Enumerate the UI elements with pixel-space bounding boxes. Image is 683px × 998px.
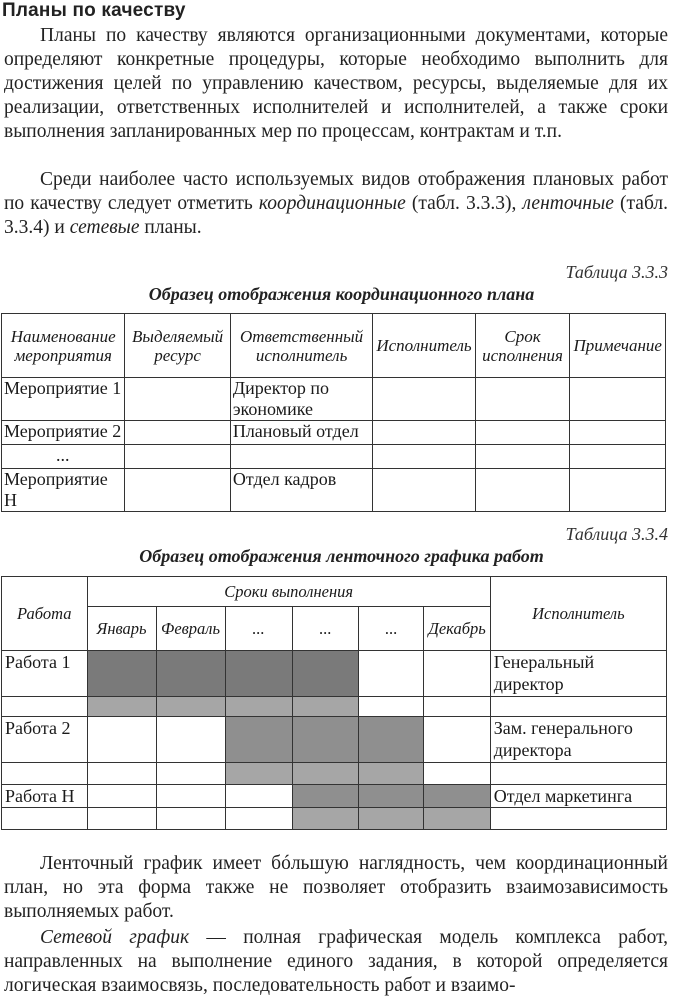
gantt-bar-cell (87, 651, 156, 697)
header-cell: Работа (2, 577, 88, 651)
gantt-bar-cell (359, 717, 424, 763)
gantt-bar-cell (359, 808, 424, 830)
paragraph-network-chart (4, 926, 668, 998)
table-cell (475, 445, 570, 469)
table-cell (125, 445, 230, 469)
gantt-cell (424, 717, 490, 763)
term-network: сетевые (69, 217, 140, 238)
gantt-cell (87, 785, 156, 808)
gantt-bar-cell (156, 697, 225, 717)
table-cell: Мероприятие 2 (2, 421, 125, 445)
paragraph-plan-types (4, 168, 668, 240)
gantt-bar-cell (292, 697, 359, 717)
header-cell: Ответственный исполнитель (230, 314, 373, 378)
gantt-bar-cell (87, 697, 156, 717)
term-strip: ленточные (522, 193, 614, 214)
month-cell: Февраль (156, 607, 225, 651)
table-cell (125, 421, 230, 445)
month-cell: Декабрь (424, 607, 490, 651)
month-cell: ... (359, 607, 424, 651)
table-row (2, 651, 667, 697)
exec-cell (490, 697, 666, 717)
table-cell: Плановый отдел (230, 421, 373, 445)
gantt-bar-cell (225, 763, 292, 785)
gantt-bar-cell (292, 785, 359, 808)
work-cell: Работа Н (2, 785, 88, 808)
gantt-bar-cell (292, 763, 359, 785)
text: Среди наиболее часто используемых видов отображения плановых работ по качеству следует отметить (4, 169, 668, 214)
coordination-plan-table (1, 313, 666, 512)
gantt-cell (424, 697, 490, 717)
work-cell (2, 697, 88, 717)
exec-cell: Зам. генерального директора (490, 717, 666, 763)
section-heading: Планы по качеству (2, 0, 186, 21)
header-cell: Выделяемый ресурс (125, 314, 230, 378)
header-cell: Исполнитель (373, 314, 475, 378)
table-row (2, 445, 666, 469)
month-cell: ... (225, 607, 292, 651)
table-cell: Отдел кадров (230, 469, 373, 512)
table-row (2, 785, 667, 808)
gantt-bar-cell (225, 717, 292, 763)
table-cell (125, 469, 230, 512)
table-row (2, 421, 666, 445)
table-cell (475, 421, 570, 445)
table-cell (570, 421, 666, 445)
paragraph-strip-chart: Ленточный график имеет бóльшую наглядность, чем координационный план, но эта форма также не позволяет отобразить взаимозависимость выполняемых работ. (4, 853, 668, 922)
month-cell: ... (292, 607, 359, 651)
gantt-bar-cell (292, 717, 359, 763)
term-network-chart: Сетевой график (40, 927, 190, 948)
table-cell (373, 421, 475, 445)
header-cell: Примечание (570, 314, 666, 378)
header-cell: Исполнитель (490, 577, 666, 651)
gantt-cell (156, 785, 225, 808)
exec-cell: Генеральный директор (490, 651, 666, 697)
table-header-row (2, 577, 667, 607)
gantt-bar-cell (225, 697, 292, 717)
table-cell: Мероприятие Н (2, 469, 125, 512)
gantt-cell (87, 763, 156, 785)
table-cell: ... (2, 445, 125, 469)
gantt-cell (359, 651, 424, 697)
text: (табл. 3.3.3), (405, 193, 523, 214)
work-cell (2, 808, 88, 830)
table-number: Таблица 3.3.4 (565, 524, 668, 544)
gantt-bar-cell (359, 785, 424, 808)
table-cell (230, 445, 373, 469)
gantt-cell (424, 763, 490, 785)
term-coordination: координационные (258, 193, 406, 214)
gantt-bar-cell (225, 651, 292, 697)
table-cell: Мероприятие 1 (2, 378, 125, 421)
table-cell (125, 378, 230, 421)
work-cell: Работа 2 (2, 717, 88, 763)
table-cell (373, 469, 475, 512)
header-cell: Срок исполнения (475, 314, 570, 378)
header-cell: Сроки выполнения (87, 577, 490, 607)
gantt-cell (87, 717, 156, 763)
strip-chart-table (1, 576, 667, 830)
table-cell (570, 469, 666, 512)
table-cell (475, 378, 570, 421)
text: — полная графическая модель комплекса работ, направленных на выполнение единого задания, в которой определяется логическая взаимосвязь, последовательность работ и взаимо- (4, 927, 669, 996)
table-row (2, 808, 667, 830)
gantt-cell (87, 808, 156, 830)
gantt-bar-cell (156, 651, 225, 697)
table-number: Таблица 3.3.3 (565, 262, 668, 282)
gantt-cell (156, 808, 225, 830)
gantt-cell (156, 717, 225, 763)
gantt-bar-cell (359, 763, 424, 785)
work-cell: Работа 1 (2, 651, 88, 697)
table-cell: Директор по экономике (230, 378, 373, 421)
gantt-cell (156, 763, 225, 785)
table-cell (373, 378, 475, 421)
table-row (2, 378, 666, 421)
gantt-bar-cell (292, 808, 359, 830)
table-row (2, 697, 667, 717)
table-row (2, 763, 667, 785)
table-cell (570, 445, 666, 469)
table-title: Образец отображения координационного плана (148, 284, 535, 304)
gantt-cell (359, 697, 424, 717)
gantt-cell (225, 808, 292, 830)
gantt-bar-cell (424, 808, 490, 830)
month-cell: Январь (87, 607, 156, 651)
text: (табл. 3.3.4) и (4, 193, 668, 238)
table-cell (475, 469, 570, 512)
table-cell (373, 445, 475, 469)
exec-cell (490, 808, 666, 830)
table-cell (570, 378, 666, 421)
work-cell (2, 763, 88, 785)
text: планы. (139, 217, 202, 238)
header-cell: Наименование мероприятия (2, 314, 125, 378)
gantt-cell (424, 651, 490, 697)
table-title: Образец отображения ленточного графика работ (139, 546, 544, 566)
gantt-bar-cell (424, 785, 490, 808)
table-row (2, 717, 667, 763)
paragraph-intro: Планы по качеству являются организационными документами, которые определяют конкретные процедуры, которые необходимо выполнить для достижения целей по управлению качеством, ресурсы, выделяемые для их реализации, ответственных исполнителей и исполнителей, а также сроки выполнения запланированных мер по процессам, контрактам и т.п. (4, 25, 668, 142)
table-row (2, 469, 666, 512)
gantt-bar-cell (292, 651, 359, 697)
table-header-row (2, 314, 666, 378)
gantt-cell (225, 785, 292, 808)
exec-cell: Отдел маркетинга (490, 785, 666, 808)
exec-cell (490, 763, 666, 785)
